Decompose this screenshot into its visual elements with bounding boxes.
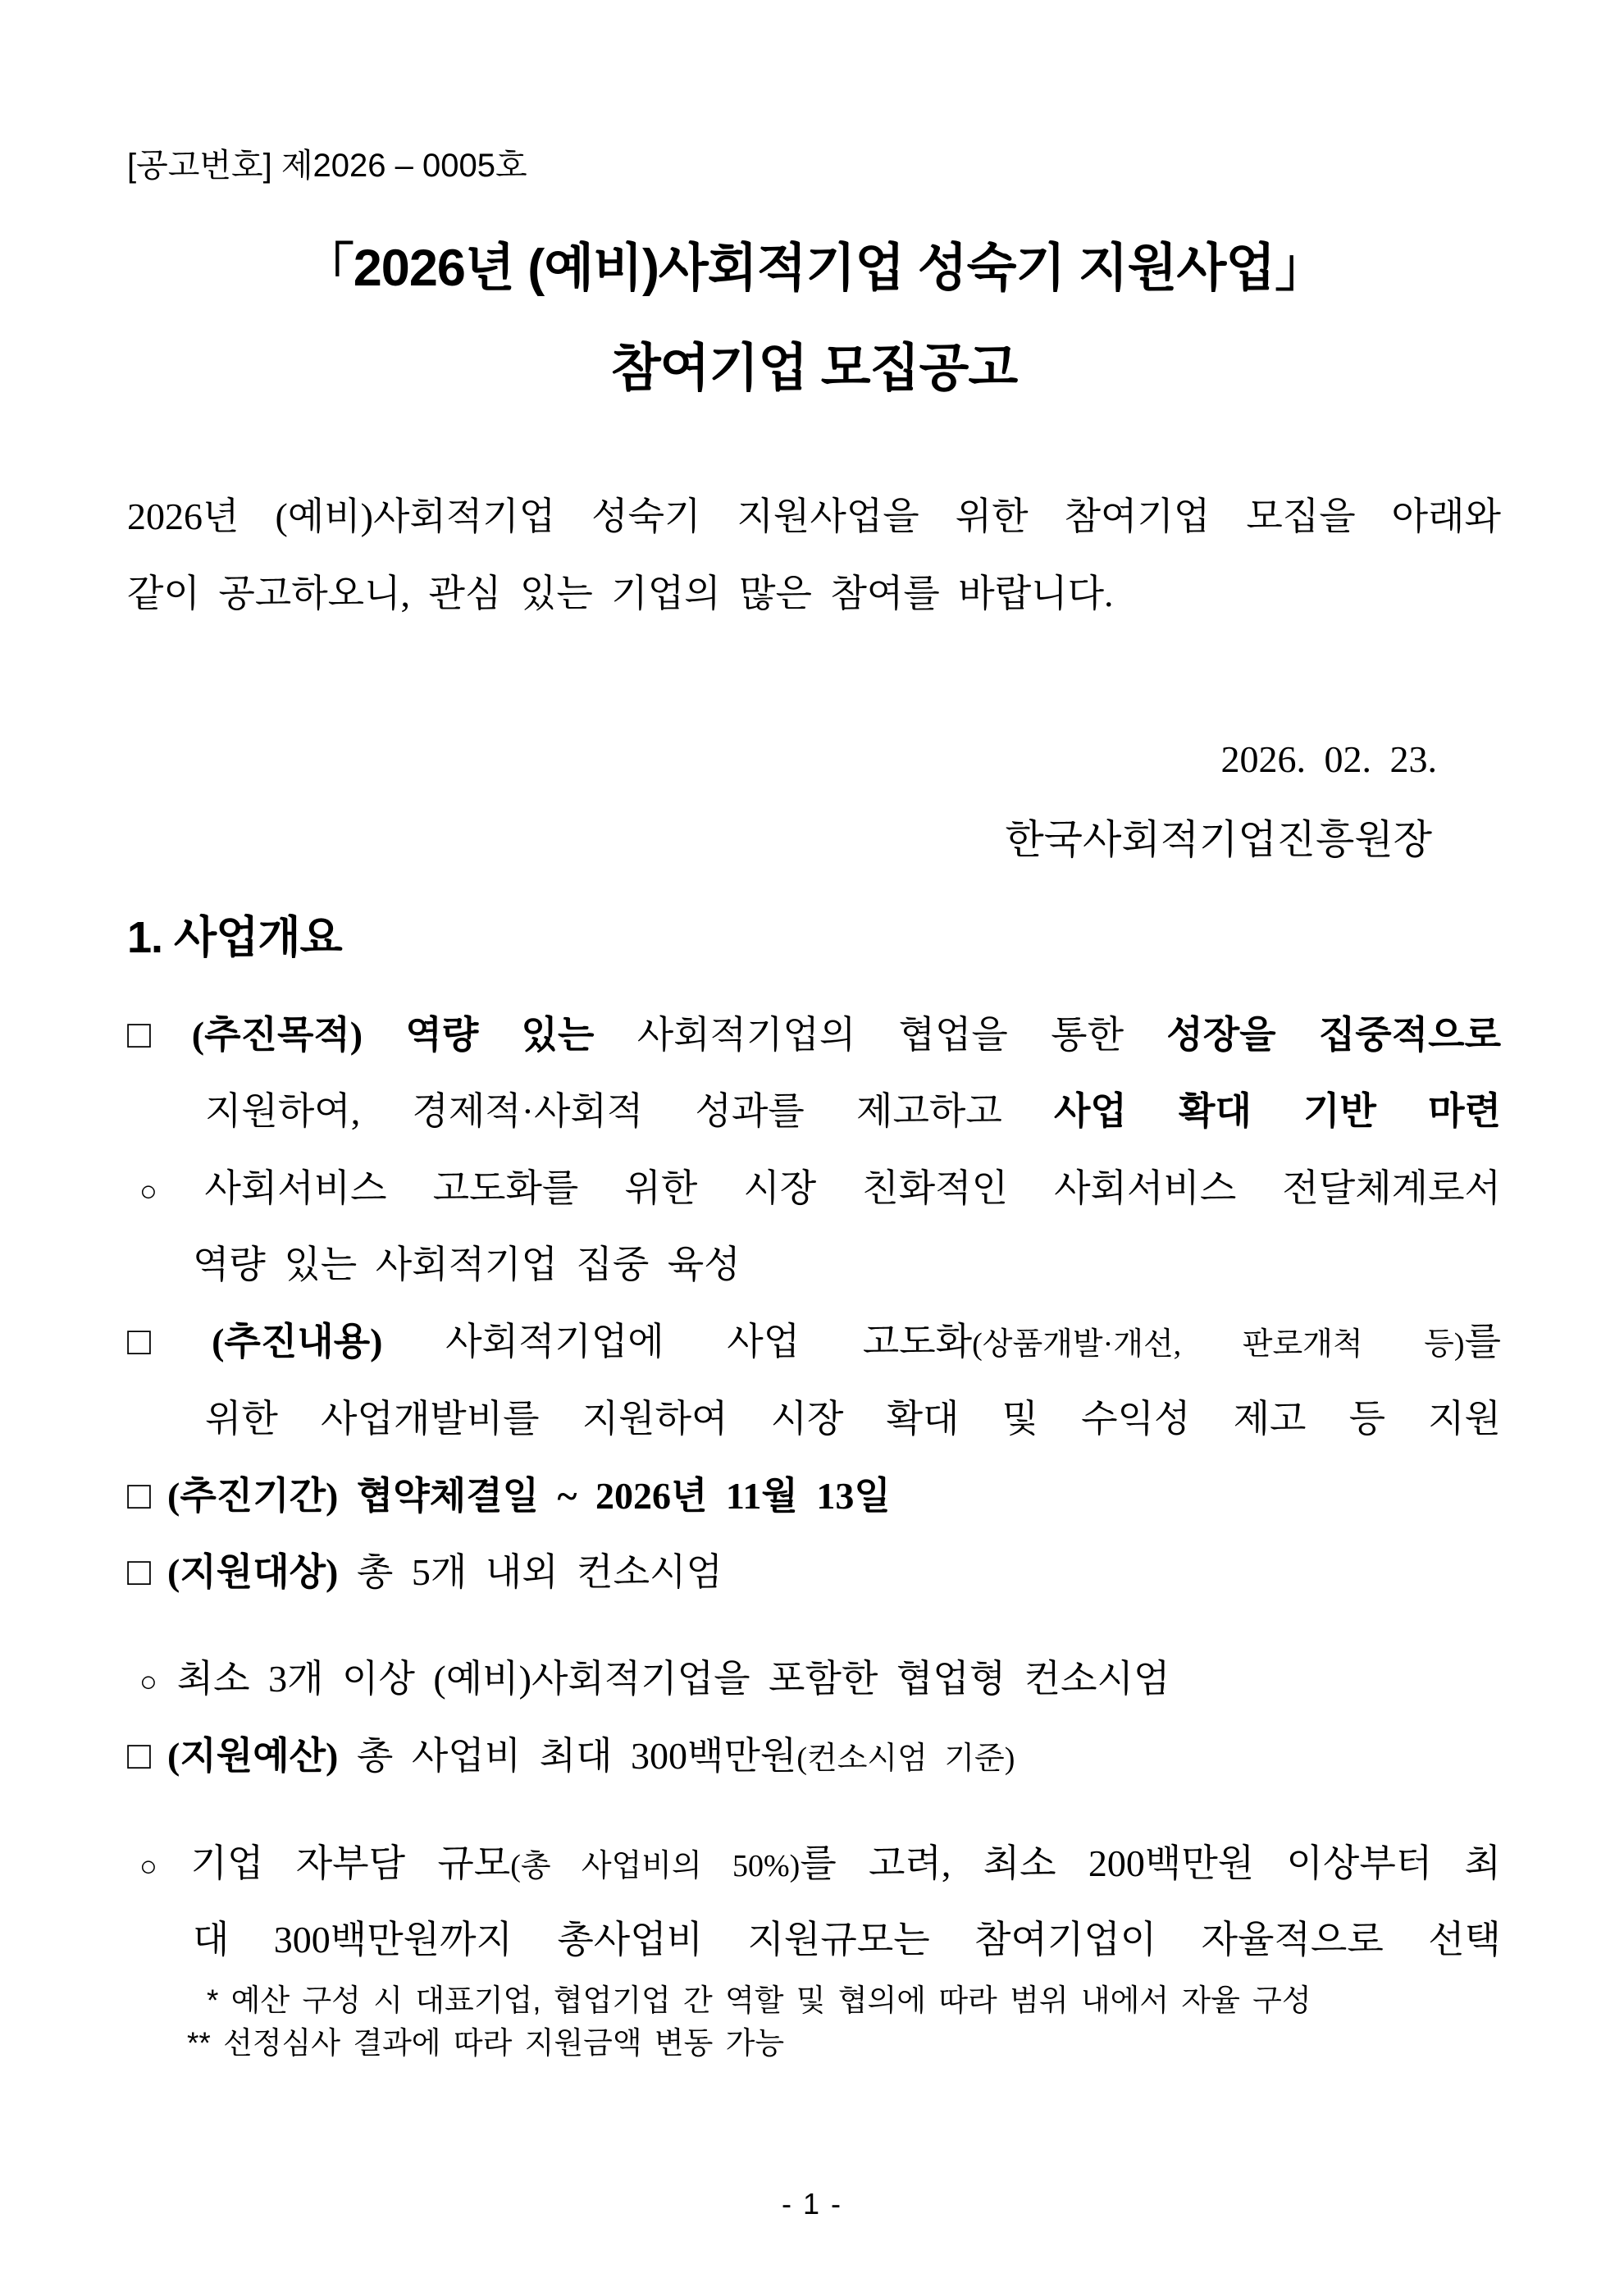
purpose-bold-run-3: 사업 확대 기반 마련 [1053, 1090, 1501, 1132]
period-text: (추진기간) 협약체결일 ~ 2026년 11월 13일 [167, 1475, 891, 1517]
square-bullet-marker: □ [127, 1013, 176, 1057]
footnote-2: ** 선정심사 결과에 따라 지원금액 변동 가능 [187, 2026, 785, 2060]
bullet-content-line2: 위한 사업개발비를 지원하여 시장 확대 및 수익성 제고 등 지원 [205, 1398, 1501, 1440]
budget-text: 총 사업비 최대 300백만원 [356, 1735, 797, 1777]
document-title-line2: 참여기업 모집공고 [610, 340, 1018, 397]
square-bullet-marker: □ [127, 1550, 151, 1594]
footnote-1: * 예산 구성 시 대표기업, 협업기업 간 역할 및 협의에 따라 범위 내에서 자율 구성 [207, 1983, 1312, 2017]
page-number-footer: - 1 - [781, 2187, 842, 2221]
section-1-heading: 1. 사업개요 [127, 913, 342, 962]
bullet-budget-label: (지원예산) [167, 1735, 339, 1777]
content-regular-run-2: 를 [1464, 1321, 1501, 1363]
self-funding-small-run: (총 사업비의 50%) [510, 1849, 801, 1883]
content-regular-run-1: 사회적기업에 사업 고도화 [445, 1321, 973, 1363]
target-text: 총 5개 내외 컨소시엄 [356, 1551, 723, 1593]
content-small-run: (상품개발·개선, 판로개척 등) [972, 1327, 1465, 1362]
bullet-target-line [127, 1548, 1501, 1597]
announcement-date: 2026. 02. 23. [1220, 738, 1437, 780]
bullet-period-line [127, 1472, 1501, 1521]
bullet-purpose-label: (추진목적) [191, 1014, 363, 1056]
bullet-content-line1 [127, 1317, 1501, 1367]
intro-paragraph-line2: 같이 공고하오니, 관심 있는 기업의 많은 참여를 바랍니다. [127, 573, 1114, 614]
bullet-target-label: (지원대상) [167, 1551, 339, 1593]
bullet-consortium-line [139, 1655, 1513, 1704]
self-funding-regular-run-1: 기업 자부담 규모 [190, 1842, 511, 1884]
square-bullet-marker: □ [127, 1474, 151, 1518]
bullet-self-funding-line1 [139, 1839, 1501, 1888]
circle-bullet-marker: ○ [139, 1175, 185, 1207]
signer-name: 한국사회적기업진흥원장 [1005, 817, 1432, 862]
purpose-regular-run-1: 사회적기업의 협업을 통한 [636, 1014, 1124, 1056]
service-text-line1: 사회서비스 고도화를 위한 시장 친화적인 사회서비스 전달체계로서 [204, 1167, 1501, 1209]
budget-small-run: (컨소시엄 기준) [796, 1741, 1015, 1776]
bullet-budget-line [127, 1732, 1501, 1781]
notice-number: [공고번호] 제2026 – 0005호 [127, 148, 527, 184]
purpose-bold-run-2: 성장을 집중적으로 [1166, 1014, 1502, 1056]
bullet-self-funding-line2: 대 300백만원까지 총사업비 지원규모는 참여기업이 자율적으로 선택 [193, 1919, 1501, 1961]
circle-bullet-marker: ○ [139, 1665, 157, 1698]
square-bullet-marker: □ [127, 1734, 151, 1778]
intro-paragraph-line1: 2026년 (예비)사회적기업 성숙기 지원사업을 위한 참여기업 모집을 아래와 [127, 495, 1501, 537]
bullet-purpose-line1 [127, 1011, 1501, 1060]
purpose-regular-run-2: 지원하여, 경제적·사회적 성과를 제고하고 [205, 1090, 1002, 1132]
bullet-service-line1 [139, 1164, 1501, 1213]
self-funding-regular-run-2: 를 고려, 최소 200백만원 이상부터 최 [800, 1842, 1501, 1884]
consortium-text: 최소 3개 이상 (예비)사회적기업을 포함한 협업형 컨소시엄 [176, 1658, 1170, 1700]
bullet-content-label: (추진내용) [212, 1321, 383, 1363]
document-title-line1: 「2026년 (예비)사회적기업 성숙기 지원사업」 [302, 240, 1326, 297]
bullet-purpose-line2 [205, 1087, 1501, 1136]
bullet-service-line2: 역량 있는 사회적기업 집중 육성 [193, 1244, 741, 1285]
circle-bullet-marker: ○ [139, 1850, 171, 1883]
square-bullet-marker: □ [127, 1320, 196, 1363]
purpose-bold-run-1: 역량 있는 [405, 1014, 595, 1056]
